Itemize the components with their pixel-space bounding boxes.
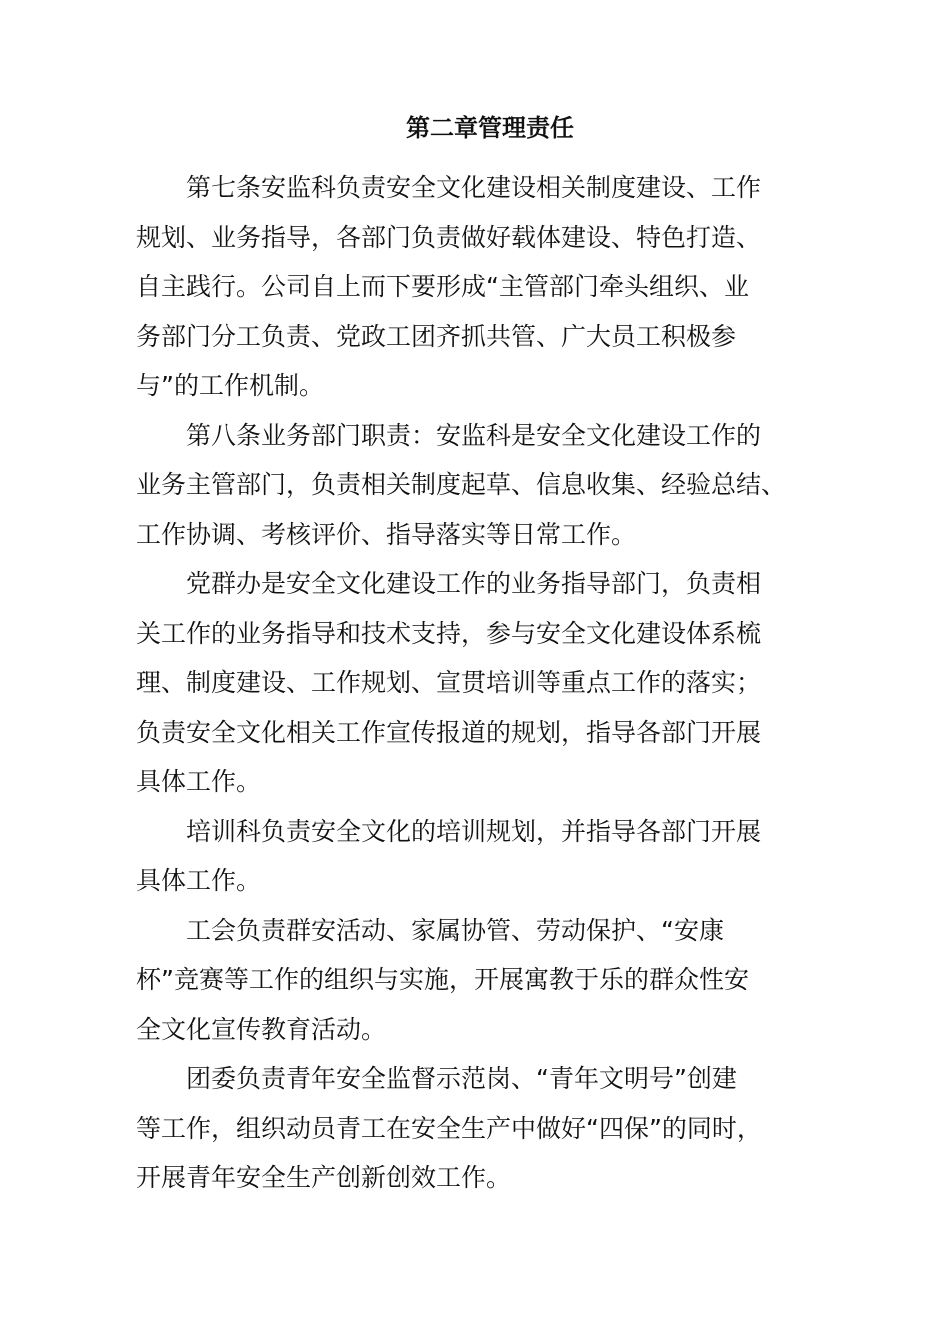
paragraph-article-7 — [136, 163, 836, 411]
paragraph-line: 关工作的业务指导和技术支持，参与安全文化建设体系梳 — [136, 618, 762, 648]
paragraph-line: 工会负责群安活动、家属协管、劳动保护、“安康 — [186, 915, 724, 945]
paragraph-line: 理、制度建设、工作规划、宣贯培训等重点工作的落实； — [136, 668, 762, 697]
document-body — [136, 163, 836, 1203]
paragraph-youth-league — [136, 1054, 836, 1203]
paragraph-line: 团委负责青年安全监督示范岗、“青年文明号”创建 — [186, 1064, 737, 1093]
paragraph-line: 开展青年安全生产创新创效工作。 — [136, 1163, 512, 1192]
paragraph-line: 等工作，组织动员青工在安全生产中做好“四保”的同时， — [136, 1113, 762, 1143]
chapter-title: 第二章管理责任 — [406, 114, 574, 142]
paragraph-line: 第八条业务部门职责：安监科是安全文化建设工作的 — [186, 420, 762, 450]
paragraph-line: 自主践行。公司自上而下要形成“主管部门牵头组织、业 — [136, 272, 749, 301]
paragraph-line: 务部门分工负责、党政工团齐抓共管、广大员工积极参 — [136, 321, 737, 351]
paragraph-line: 第七条安监科负责安全文化建设相关制度建设、工作 — [186, 173, 762, 202]
paragraph-line: 业务主管部门，负责相关制度起草、信息收集、经验总结、 — [136, 470, 787, 499]
paragraph-line: 具体工作。 — [136, 767, 262, 796]
paragraph-line: 具体工作。 — [136, 866, 262, 895]
paragraph-line: 杯”竞赛等工作的组织与实施，开展寓教于乐的群众性安 — [136, 965, 749, 994]
paragraph-line: 与”的工作机制。 — [136, 371, 324, 400]
paragraph-line: 负责安全文化相关工作宣传报道的规划，指导各部门开展 — [136, 717, 762, 747]
paragraph-line: 党群办是安全文化建设工作的业务指导部门，负责相 — [186, 569, 762, 598]
paragraph-training-section — [136, 807, 836, 906]
paragraph-trade-union — [136, 906, 836, 1055]
paragraph-line: 全文化宣传教育活动。 — [136, 1014, 387, 1044]
paragraph-line: 规划、业务指导，各部门负责做好载体建设、特色打造、 — [136, 222, 762, 252]
paragraph-line: 培训科负责安全文化的培训规划，并指导各部门开展 — [186, 816, 762, 846]
paragraph-article-8 — [136, 411, 836, 560]
paragraph-party-office — [136, 559, 836, 807]
paragraph-line: 工作协调、考核评价、指导落实等日常工作。 — [136, 519, 637, 549]
